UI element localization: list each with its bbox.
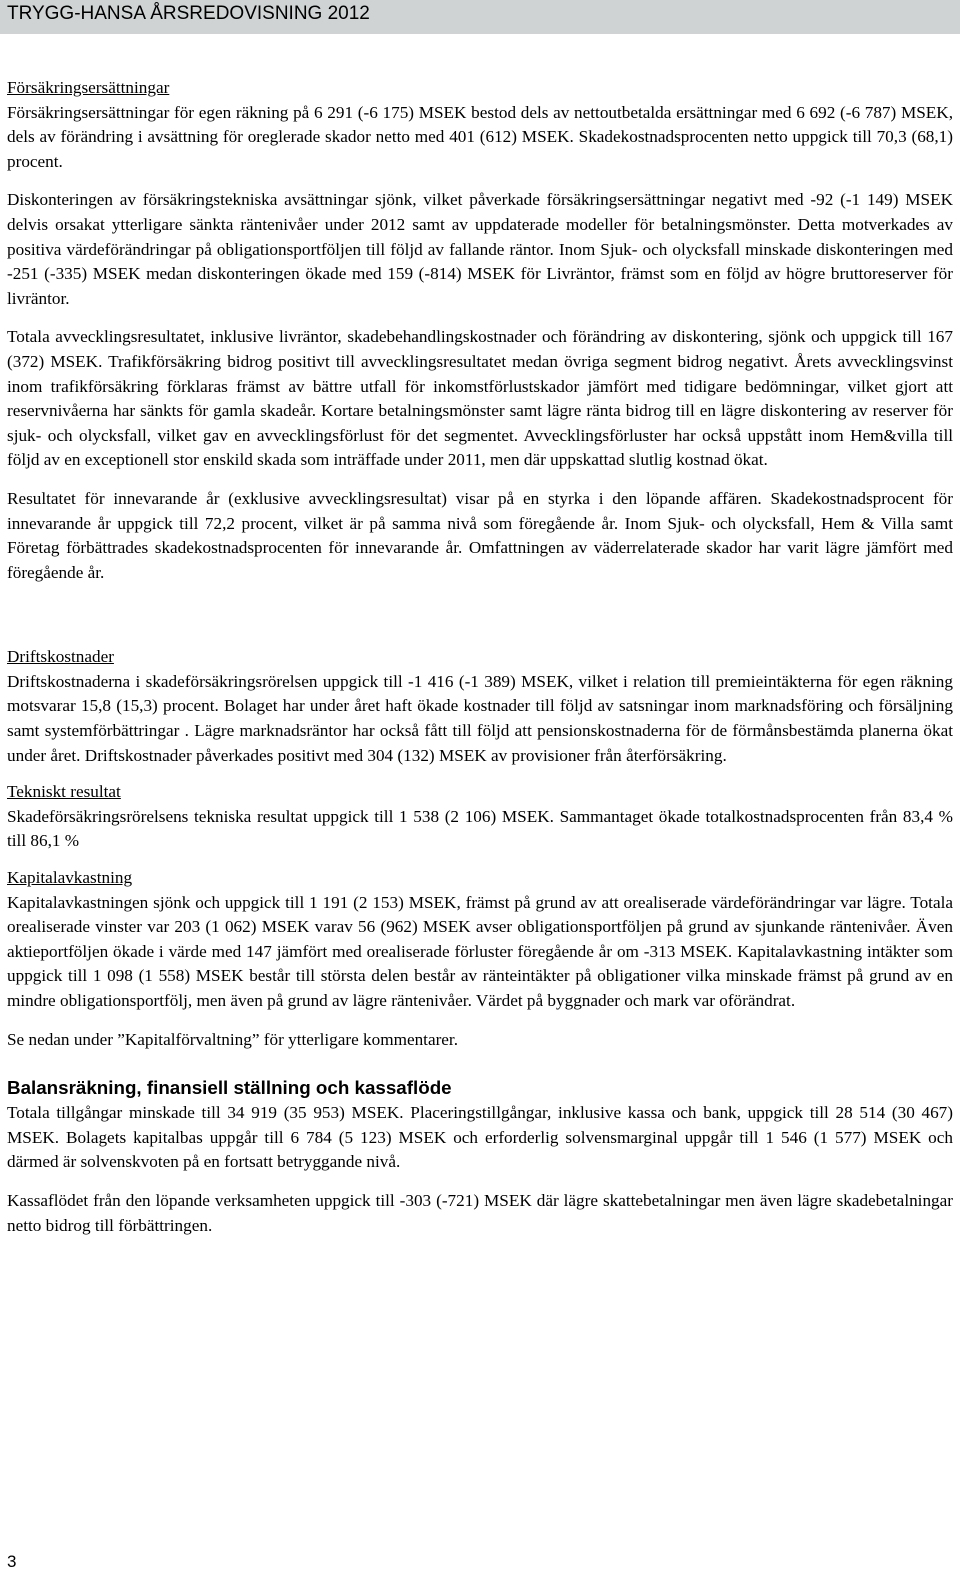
paragraph: Totala tillgångar minskade till 34 919 (35 953) MSEK. Placeringstillgångar, inklusive kassa och bank, uppgick till 28 514 (30 467) MSEK. Bolagets kapitalbas uppgår till 6 784 (5 123) MSEK och erforderlig solvensmarginal uppgår till 1 546 (1 577) MSEK och därmed är solvenskvoten på en fortsatt betryggande nivå. xyxy=(7,1103,953,1172)
section-heading: Försäkringsersättningar xyxy=(7,78,170,97)
paragraph: Resultatet för innevarande år (exklusive avvecklingsresultat) visar på en styrka i den löpande affären. Skadekostnadsprocent för innevarande år uppgick till 72,2 procent, vilket är på samma nivå som föregående år. Inom Sjuk- och olycksfall, Hem & Villa samt Företag förbättrades skadekostnadsprocenten för innevarande år. Omfattningen av väderrelaterade skador har varit lägre jämfört med föregående år. xyxy=(7,488,953,582)
report-title: TRYGG-HANSA ÅRSREDOVISNING 2012 xyxy=(7,3,370,24)
section-forsakringsersattningar xyxy=(7,76,953,585)
paragraph: Totala avvecklingsresultatet, inklusive livräntor, skadebehandlingskostnader och förändring av diskontering, sjönk och uppgick till 167 (372) MSEK. Trafikförsäkring bidrog positivt till avvecklingsresultatet medan övriga segment bidrog negativt. Årets avvecklingsvinst inom trafikförsäkring förklaras främst av bättre utfall för inkomstförlustskador jämfört med tidigare bedömningar, vilket gjort att reservnivåerna har sänkts för gamla skadeår. Kortare betalningsmönster samt lägre ränta bidrog till en lägre diskontering av reserver för sjuk- och olycksfall, vilket gav en avvecklingsförlust för det segmentet. Avvecklingsförluster har också uppstått inom Hem&villa till följd av en exceptionell stor enskild skada som inträffade under 2011, men där uppskattad slutlig kostnad ökat. xyxy=(7,327,953,470)
section-tekniskt-resultat xyxy=(7,780,953,854)
page-header xyxy=(0,0,960,34)
page-number: 3 xyxy=(7,1552,17,1571)
paragraph: Kassaflödet från den löpande verksamheten uppgick till -303 (-721) MSEK där lägre skattebetalningar men även lägre skadebetalningar netto bidrog till förbättringen. xyxy=(7,1190,953,1235)
section-driftskostnader xyxy=(7,645,953,768)
section-balansrakning xyxy=(7,1075,953,1238)
section-kapitalavkastning xyxy=(7,866,953,1052)
section-heading: Balansräkning, finansiell ställning och kassaflöde xyxy=(7,1077,452,1099)
paragraph: Kapitalavkastningen sjönk och uppgick till 1 191 (2 153) MSEK, främst på grund av att orealiserade värdeförändringar var lägre. Totala orealiserade vinster var 203 (1 062) MSEK varav 56 (962) MSEK avser obligationsportföljen på grund av sjunkande räntenivåer. Även aktieportföljen ökade i värde med 147 jämfört med orealiserade förluster föregående år om -313 MSEK. Kapitalavkastning intäkter som uppgick till 1 098 (1 558) MSEK består till största delen består av ränteintäkter på obligationer vilka minskade främst på grund av en mindre obligationsportfölj, men även på grund av lägre räntenivåer. Värdet på byggnader och mark var oförändrat. xyxy=(7,892,953,1010)
section-heading: Kapitalavkastning xyxy=(7,868,133,888)
paragraph: Diskonteringen av försäkringstekniska avsättningar sjönk, vilket påverkade försäkringsersättningar negativt med -92 (-1 149) MSEK delvis orsakat ytterligare sänkta räntenivåer under 2012 samt av uppdaterade modeller för betalningsmönster. Detta motverkades av positiva värdeförändringar på obligationsportföljen till följd av fallande räntor. Inom Sjuk- och olycksfall minskade diskonteringen med -251 (-335) MSEK medan diskonteringen ökade med 159 (-814) MSEK för Livräntor, främst som en följd av högre bruttoreserver för livräntor. xyxy=(7,190,953,308)
paragraph: Driftskostnaderna i skadeförsäkringsrörelsen uppgick till -1 416 (-1 389) MSEK, vilket i relation till premieintäkterna för egen räkning motsvarar 15,8 (15,3) procent. Bolaget har under året haft ökade kostnader till följd av satsningar inom marknadsföring och försäljning samt systemförbättringar . Lägre marknadsräntor har också fått till följd att pensionskostnaderna för de förmånsbestämda planerna ökat under året. Driftskostnader påverkades positivt med 304 (132) MSEK av provisioner från återförsäkring. xyxy=(7,671,953,765)
paragraph: Skadeförsäkringsrörelsens tekniska resultat uppgick till 1 538 (2 106) MSEK. Sammantaget ökade totalkostnadsprocenten från 83,4 % till 86,1 % xyxy=(7,806,953,851)
paragraph: Försäkringsersättningar för egen räkning på 6 291 (-6 175) MSEK bestod dels av nettoutbetalda ersättningar med 6 692 (-6 787) MSEK, dels av förändring i avsättning för oreglerade skador netto med 401 (612) MSEK. Skadekostnadsprocenten netto uppgick till 70,3 (68,1) procent. xyxy=(7,102,953,171)
section-heading: Driftskostnader xyxy=(7,647,114,667)
section-heading: Tekniskt resultat xyxy=(7,782,121,802)
document-body xyxy=(7,76,953,1238)
paragraph: Se nedan under ”Kapitalförvaltning” för ytterligare kommentarer. xyxy=(7,1029,458,1049)
